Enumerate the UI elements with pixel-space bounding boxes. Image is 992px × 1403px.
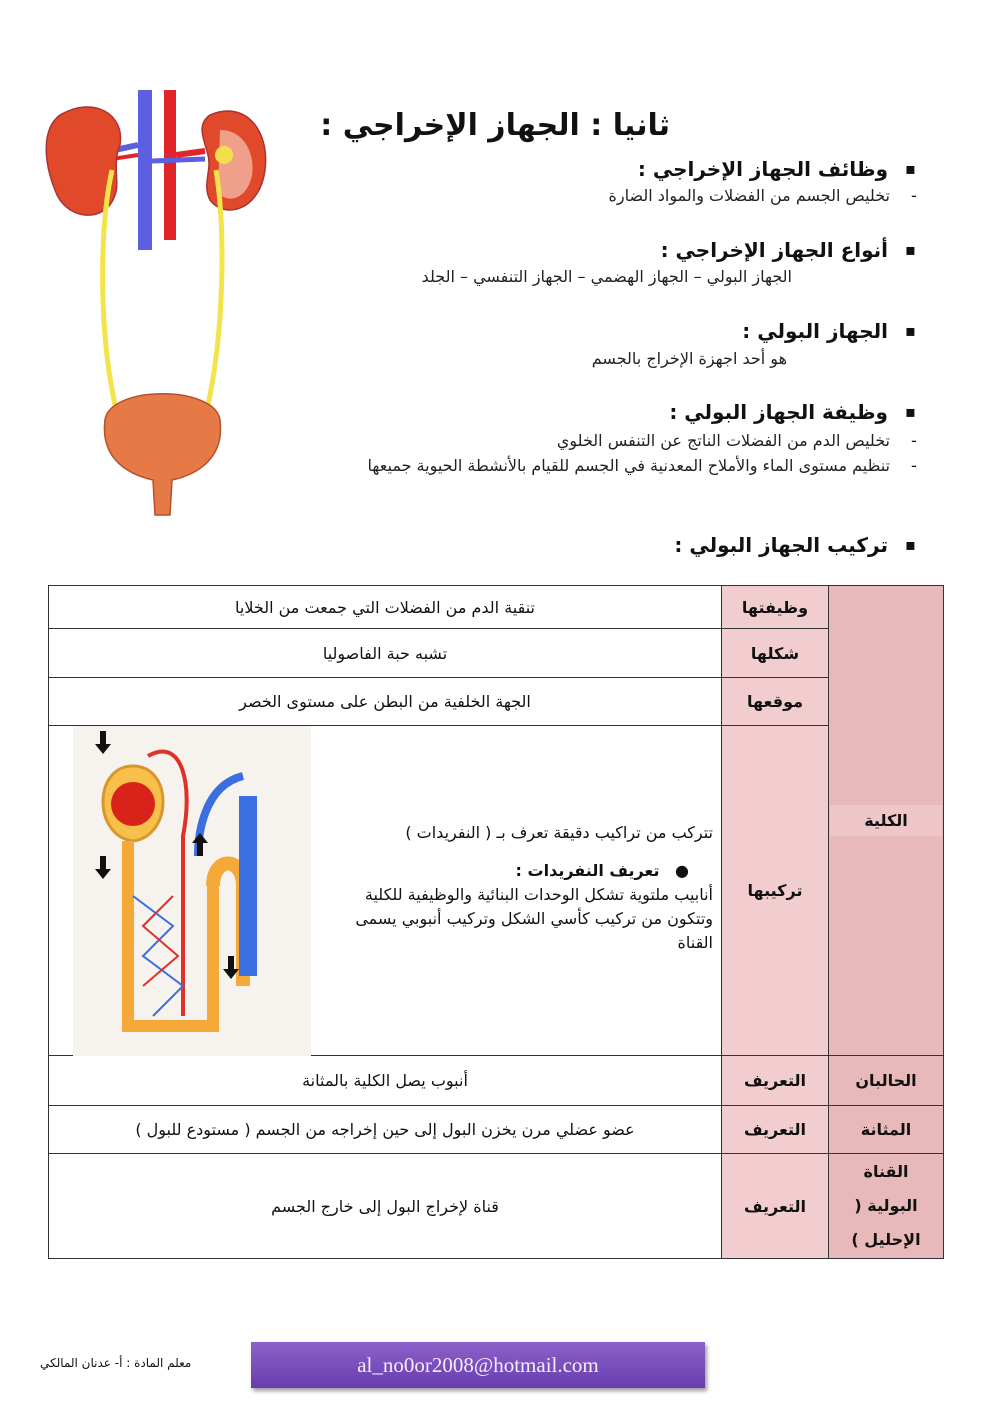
bullet-icon: ▪ (905, 402, 916, 421)
section-line: الجهاز البولي – الجهاز الهضمي – الجهاز التنفسي – الجلد (421, 267, 792, 286)
section-heading-structure: تركيب الجهاز البولي : (674, 533, 888, 557)
teacher-name: معلم المادة : أ- عدنان المالكي (40, 1356, 192, 1370)
kidney-location-label: موقعها (722, 678, 829, 726)
nephron-illustration (73, 726, 311, 1056)
bullet-icon: ▪ (905, 321, 916, 340)
section-heading-urinary: الجهاز البولي : (742, 319, 888, 343)
nephron-heading: تعريف النفريدات : (515, 861, 660, 880)
bullet-icon: ▪ (905, 240, 916, 259)
section-line: تخليص الجسم من الفضلات والمواد الضارة (608, 186, 890, 205)
kidney-shape-label: شكلها (722, 629, 829, 678)
organ-urethra: القناة البولية ( الإحليل ) (829, 1154, 944, 1259)
email-link[interactable]: al_no0or2008@hotmail.com (357, 1353, 599, 1377)
section-heading-types: أنواع الجهاز الإخراجي : (660, 238, 888, 262)
kidney-function-label: وظيفتها (722, 586, 829, 629)
bladder (104, 394, 220, 515)
aorta (164, 90, 176, 240)
vena-cava (138, 90, 152, 250)
bullet-icon: ▪ (905, 159, 916, 178)
kidney-function: تنقية الدم من الفضلات التي جمعت من الخلايا (49, 586, 722, 629)
structure-text: تتركب من تراكيب دقيقة تعرف بـ ( النفريدات ) (405, 823, 713, 842)
kidney-location: الجهة الخلفية من البطن على مستوى الخصر (49, 678, 722, 726)
ureters-label: التعريف (722, 1056, 829, 1106)
email-bar (251, 1342, 705, 1388)
bullet-icon: ▪ (905, 535, 916, 554)
section-line: تخليص الدم من الفضلات الناتج عن التنفس الخلوي (556, 431, 890, 450)
organ-kidney: الكلية (829, 586, 944, 1056)
dash-icon: - (911, 431, 917, 450)
section-line: هو أحد اجهزة الإخراج بالجسم (591, 349, 787, 368)
section-heading-functions: وظائف الجهاز الإخراجي : (637, 157, 888, 181)
structure-table (48, 585, 944, 1259)
bladder-definition: عضو عضلي مرن يخزن البول إلى حين إخراجه من الجسم ( مستودع للبول ) (49, 1106, 722, 1154)
organ-bladder: المثانة (829, 1106, 944, 1154)
urethra-definition: قناة لإخراج البول إلى خارج الجسم (49, 1154, 722, 1259)
bladder-label: التعريف (722, 1106, 829, 1154)
dash-icon: - (911, 186, 917, 205)
organ-ureters: الحالبان (829, 1056, 944, 1106)
ureters-definition: أنبوب يصل الكلية بالمثانة (49, 1056, 722, 1106)
nephron-definition: أنابيب ملتوية تشكل الوحدات البنائية والوظيفية للكلية وتتكون من تركيب كأسي الشكل وتركيب أنبوبي يسمى القناة (355, 885, 713, 952)
kidney-structure-cell (49, 726, 722, 1056)
kidney-shape: تشبه حبة الفاصوليا (49, 629, 722, 678)
bullet-dot-icon: ● (675, 861, 689, 880)
urethra-label: التعريف (722, 1154, 829, 1259)
section-line: تنظيم مستوى الماء والأملاح المعدنية في الجسم للقيام بالأنشطة الحيوية جميعها (367, 456, 890, 475)
page-title: ثانيا : الجهاز الإخراجي : (320, 108, 670, 143)
urinary-system-illustration (20, 75, 300, 535)
dash-icon: - (911, 456, 917, 475)
kidney-structure-label: تركيبها (722, 726, 829, 1056)
section-heading-urinary-function: وظيفة الجهاز البولي : (669, 400, 888, 424)
